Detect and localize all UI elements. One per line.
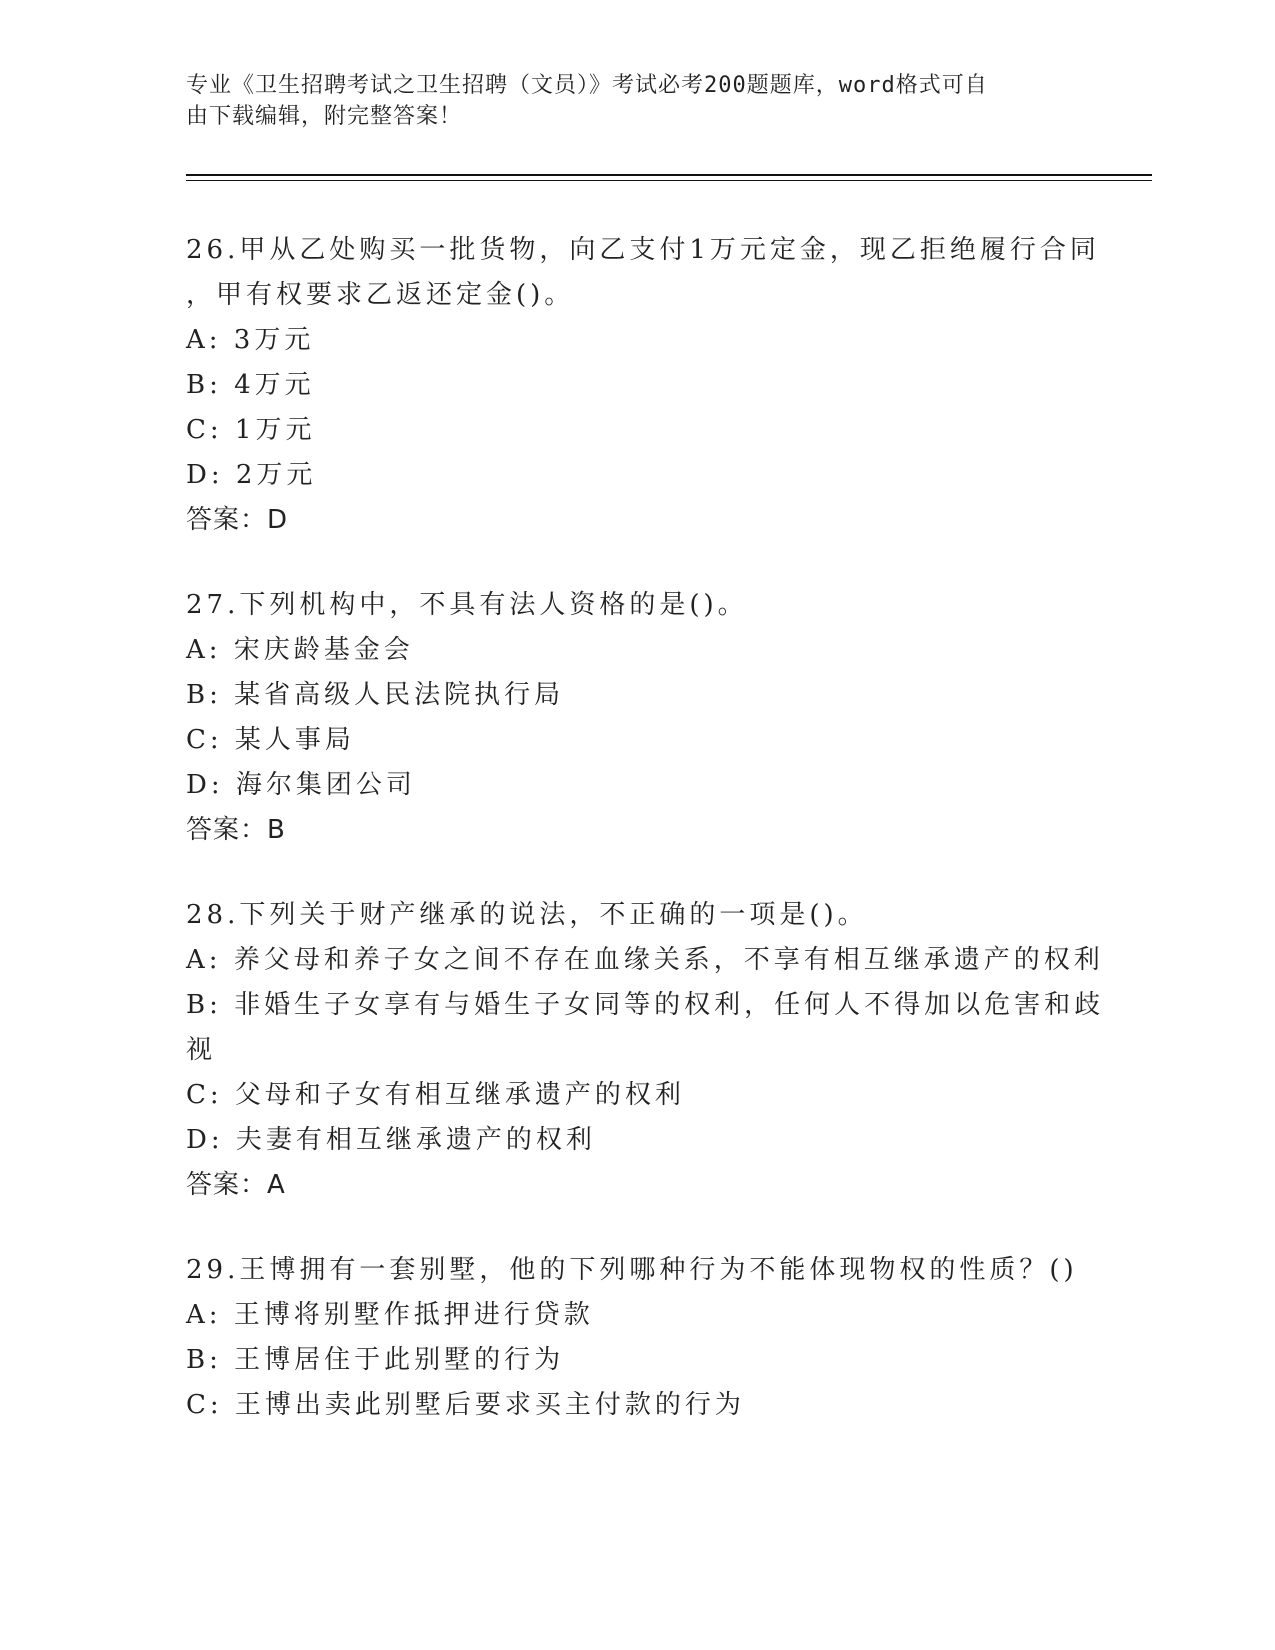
option-b: B: 某省高级人民法院执行局 — [186, 680, 565, 710]
option-c: C: 某人事局 — [186, 725, 355, 755]
option-d: D: 2万元 — [186, 460, 317, 490]
answer-label: 答案：D — [186, 505, 289, 535]
option-a: A: 养父母和养子女之间不存在血缘关系，不享有相互继承遗产的权利 — [186, 945, 1104, 975]
option-c: C: 王博出卖此别墅后要求买主付款的行为 — [186, 1390, 745, 1420]
answer-label: 答案：A — [186, 1170, 286, 1200]
header-line: 专业《卫生招聘考试之卫生招聘（文员）》考试必考200题题库，word格式可自 — [186, 73, 988, 98]
option-b-continued: 视 — [186, 1035, 217, 1065]
question-item — [186, 893, 1152, 1208]
answer-label: 答案：B — [186, 815, 286, 845]
header-line: 由下载编辑，附完整答案！ — [186, 104, 463, 129]
option-d: D: 夫妻有相互继承遗产的权利 — [186, 1125, 596, 1155]
option-a: A: 宋庆龄基金会 — [186, 635, 414, 665]
question-item — [186, 228, 1152, 543]
option-b: B: 4万元 — [186, 370, 315, 400]
page-header — [186, 70, 1066, 132]
question-list — [186, 228, 1152, 1468]
option-d: D: 海尔集团公司 — [186, 770, 416, 800]
option-b: B: 王博居住于此别墅的行为 — [186, 1345, 565, 1375]
header-divider — [186, 174, 1152, 176]
question-item — [186, 583, 1152, 853]
option-a: A: 3万元 — [186, 325, 315, 355]
header-divider-thin — [186, 180, 1152, 181]
question-stem: 27.下列机构中，不具有法人资格的是()。 — [186, 590, 748, 620]
question-stem: 28.下列关于财产继承的说法，不正确的一项是()。 — [186, 900, 868, 930]
option-a: A: 王博将别墅作抵押进行贷款 — [186, 1300, 594, 1330]
question-stem: 26.甲从乙处购买一批货物，向乙支付1万元定金，现乙拒绝履行合同 — [186, 235, 1100, 265]
question-stem: 29.王博拥有一套别墅，他的下列哪种行为不能体现物权的性质？() — [186, 1255, 1078, 1285]
option-c: C: 1万元 — [186, 415, 316, 445]
question-item — [186, 1248, 1152, 1428]
option-b: B: 非婚生子女享有与婚生子女同等的权利，任何人不得加以危害和歧 — [186, 990, 1105, 1020]
question-stem: ，甲有权要求乙返还定金()。 — [186, 280, 575, 310]
option-c: C: 父母和子女有相互继承遗产的权利 — [186, 1080, 685, 1110]
